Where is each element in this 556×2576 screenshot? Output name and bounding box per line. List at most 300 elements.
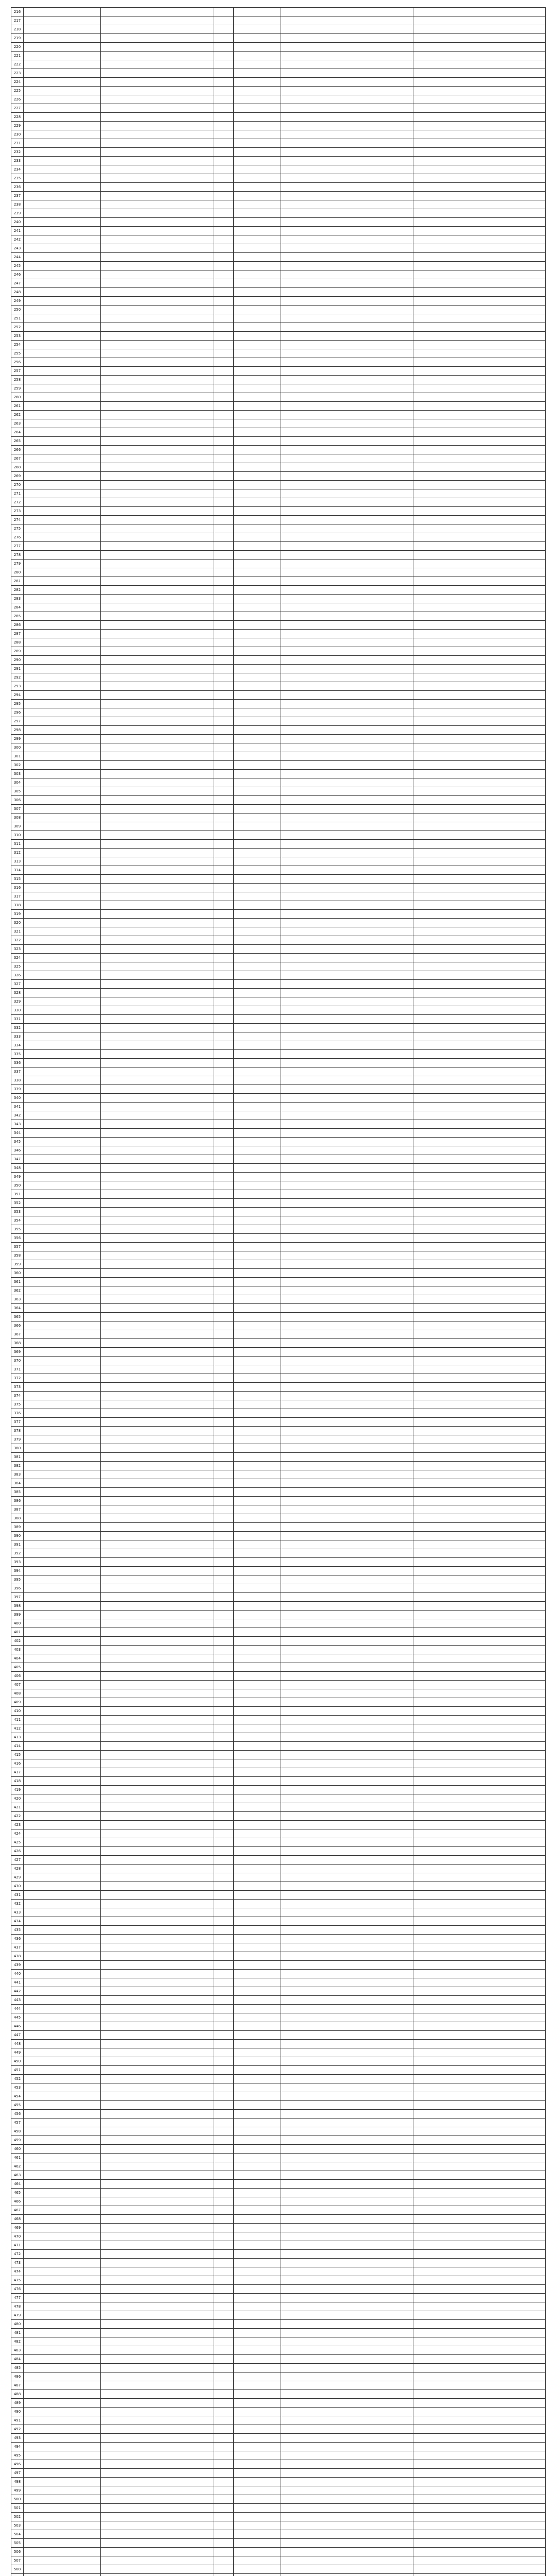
drug-name-cell bbox=[24, 16, 101, 25]
applicant-cell bbox=[413, 227, 546, 235]
package-unit-cell bbox=[214, 1085, 234, 1094]
table-row bbox=[11, 25, 546, 34]
package-unit-cell bbox=[214, 1829, 234, 1838]
drug-name-cell bbox=[24, 314, 101, 323]
manufacturer-cell bbox=[281, 1523, 413, 1532]
specification-cell bbox=[101, 1190, 214, 1199]
manufacturer-cell bbox=[281, 253, 413, 262]
table-row bbox=[11, 2539, 546, 2548]
manufacturer-cell bbox=[281, 1269, 413, 1278]
row-number-cell: 295 bbox=[11, 700, 24, 708]
drug-name-cell bbox=[24, 770, 101, 778]
manufacturer-cell bbox=[281, 1321, 413, 1330]
drug-category-cell bbox=[234, 2285, 281, 2294]
package-unit-cell bbox=[214, 1111, 234, 1120]
package-unit-cell bbox=[214, 1357, 234, 1365]
specification-cell bbox=[101, 1619, 214, 1628]
table-row bbox=[11, 2399, 546, 2408]
manufacturer-cell bbox=[281, 2206, 413, 2215]
table-row bbox=[11, 2136, 546, 2145]
applicant-cell bbox=[413, 884, 546, 892]
table-row bbox=[11, 489, 546, 498]
package-unit-cell bbox=[214, 463, 234, 472]
package-unit-cell bbox=[214, 1978, 234, 1987]
drug-category-cell bbox=[234, 2408, 281, 2416]
applicant-cell bbox=[413, 446, 546, 454]
row-number-cell: 236 bbox=[11, 183, 24, 192]
drug-category-cell bbox=[234, 2022, 281, 2031]
drug-name-cell bbox=[24, 341, 101, 349]
row-number-cell: 414 bbox=[11, 1742, 24, 1751]
applicant-cell bbox=[413, 1654, 546, 1663]
package-unit-cell bbox=[214, 2005, 234, 2013]
package-unit-cell bbox=[214, 997, 234, 1006]
drug-category-cell bbox=[234, 2381, 281, 2390]
table-row bbox=[11, 638, 546, 647]
package-unit-cell bbox=[214, 2294, 234, 2302]
manufacturer-cell bbox=[281, 2127, 413, 2136]
manufacturer-cell bbox=[281, 1479, 413, 1488]
applicant-cell bbox=[413, 95, 546, 104]
drug-category-cell bbox=[234, 332, 281, 341]
table-row bbox=[11, 568, 546, 577]
row-number-cell: 266 bbox=[11, 446, 24, 454]
applicant-cell bbox=[413, 1103, 546, 1111]
package-unit-cell bbox=[214, 1505, 234, 1514]
drug-category-cell bbox=[234, 481, 281, 489]
drug-category-cell bbox=[234, 2556, 281, 2565]
drug-name-cell bbox=[24, 34, 101, 43]
drug-category-cell bbox=[234, 1418, 281, 1427]
package-unit-cell bbox=[214, 1602, 234, 1611]
table-row bbox=[11, 174, 546, 183]
table-row bbox=[11, 1952, 546, 1961]
drug-category-cell bbox=[234, 2127, 281, 2136]
package-unit-cell bbox=[214, 34, 234, 43]
row-number-cell: 498 bbox=[11, 2478, 24, 2486]
package-unit-cell bbox=[214, 104, 234, 113]
specification-cell bbox=[101, 1199, 214, 1208]
drug-name-cell bbox=[24, 1479, 101, 1488]
drug-category-cell bbox=[234, 1567, 281, 1575]
table-row bbox=[11, 1453, 546, 1462]
package-unit-cell bbox=[214, 411, 234, 419]
table-row bbox=[11, 1996, 546, 2005]
specification-cell bbox=[101, 743, 214, 752]
row-number-cell: 450 bbox=[11, 2057, 24, 2066]
table-row bbox=[11, 603, 546, 612]
drug-name-cell bbox=[24, 2311, 101, 2320]
drug-name-cell bbox=[24, 1269, 101, 1278]
drug-category-cell bbox=[234, 1155, 281, 1164]
specification-cell bbox=[101, 901, 214, 910]
table-row bbox=[11, 1234, 546, 1243]
specification-cell bbox=[101, 2022, 214, 2031]
table-row bbox=[11, 1829, 546, 1838]
manufacturer-cell bbox=[281, 393, 413, 402]
package-unit-cell bbox=[214, 1313, 234, 1321]
drug-name-cell bbox=[24, 43, 101, 52]
drug-category-cell bbox=[234, 796, 281, 805]
package-unit-cell bbox=[214, 1015, 234, 1024]
manufacturer-cell bbox=[281, 306, 413, 314]
applicant-cell bbox=[413, 183, 546, 192]
drug-name-cell bbox=[24, 25, 101, 34]
applicant-cell bbox=[413, 1041, 546, 1050]
drug-name-cell bbox=[24, 638, 101, 647]
manufacturer-cell bbox=[281, 1505, 413, 1514]
specification-cell bbox=[101, 2215, 214, 2224]
package-unit-cell bbox=[214, 866, 234, 875]
row-number-cell: 327 bbox=[11, 980, 24, 989]
table-row bbox=[11, 1768, 546, 1777]
drug-name-cell bbox=[24, 2075, 101, 2083]
drug-category-cell bbox=[234, 595, 281, 603]
package-unit-cell bbox=[214, 2478, 234, 2486]
package-unit-cell bbox=[214, 1611, 234, 1619]
drug-name-cell bbox=[24, 1742, 101, 1751]
drug-category-cell bbox=[234, 1619, 281, 1628]
row-number-cell: 481 bbox=[11, 2329, 24, 2337]
applicant-cell bbox=[413, 1733, 546, 1742]
drug-name-cell bbox=[24, 306, 101, 314]
row-number-cell: 502 bbox=[11, 2513, 24, 2521]
package-unit-cell bbox=[214, 2355, 234, 2364]
table-row bbox=[11, 2443, 546, 2451]
row-number-cell: 238 bbox=[11, 200, 24, 209]
specification-cell bbox=[101, 1908, 214, 1917]
drug-category-cell bbox=[234, 892, 281, 901]
specification-cell bbox=[101, 262, 214, 270]
manufacturer-cell bbox=[281, 1348, 413, 1357]
package-unit-cell bbox=[214, 743, 234, 752]
manufacturer-cell bbox=[281, 1295, 413, 1304]
specification-cell bbox=[101, 209, 214, 218]
drug-name-cell bbox=[24, 568, 101, 577]
package-unit-cell bbox=[214, 1225, 234, 1234]
specification-cell bbox=[101, 2259, 214, 2267]
drug-name-cell bbox=[24, 411, 101, 419]
specification-cell bbox=[101, 1917, 214, 1926]
drug-name-cell bbox=[24, 2425, 101, 2434]
manufacturer-cell bbox=[281, 2285, 413, 2294]
drug-category-cell bbox=[234, 1067, 281, 1076]
drug-name-cell bbox=[24, 1829, 101, 1838]
row-number-cell: 263 bbox=[11, 419, 24, 428]
table-row bbox=[11, 2521, 546, 2530]
table-row bbox=[11, 1470, 546, 1479]
manufacturer-cell bbox=[281, 1751, 413, 1759]
applicant-cell bbox=[413, 691, 546, 700]
specification-cell bbox=[101, 647, 214, 656]
row-number-cell: 399 bbox=[11, 1611, 24, 1619]
drug-category-cell bbox=[234, 1041, 281, 1050]
applicant-cell bbox=[413, 2408, 546, 2416]
applicant-cell bbox=[413, 1558, 546, 1567]
drug-category-cell bbox=[234, 1987, 281, 1996]
drug-category-cell bbox=[234, 1427, 281, 1435]
drug-name-cell bbox=[24, 2083, 101, 2092]
applicant-cell bbox=[413, 1304, 546, 1313]
drug-category-cell bbox=[234, 1173, 281, 1181]
drug-name-cell bbox=[24, 446, 101, 454]
package-unit-cell bbox=[214, 1427, 234, 1435]
manufacturer-cell bbox=[281, 761, 413, 770]
specification-cell bbox=[101, 814, 214, 822]
drug-category-cell bbox=[234, 1654, 281, 1663]
drug-name-cell bbox=[24, 2539, 101, 2548]
table-row bbox=[11, 384, 546, 393]
drug-category-cell bbox=[234, 2346, 281, 2355]
manufacturer-cell bbox=[281, 560, 413, 568]
package-unit-cell bbox=[214, 621, 234, 630]
row-number-cell: 412 bbox=[11, 1724, 24, 1733]
manufacturer-cell bbox=[281, 446, 413, 454]
manufacturer-cell bbox=[281, 1164, 413, 1173]
drug-name-cell bbox=[24, 2092, 101, 2101]
package-unit-cell bbox=[214, 1786, 234, 1794]
table-row bbox=[11, 2110, 546, 2119]
drug-name-cell bbox=[24, 2521, 101, 2530]
manufacturer-cell bbox=[281, 1803, 413, 1812]
table-row bbox=[11, 437, 546, 446]
table-row bbox=[11, 1602, 546, 1611]
package-unit-cell bbox=[214, 1269, 234, 1278]
applicant-cell bbox=[413, 2092, 546, 2101]
drug-category-cell bbox=[234, 2521, 281, 2530]
drug-name-cell bbox=[24, 244, 101, 253]
manufacturer-cell bbox=[281, 1873, 413, 1882]
table-row bbox=[11, 2320, 546, 2329]
manufacturer-cell bbox=[281, 2162, 413, 2171]
drug-name-cell bbox=[24, 2294, 101, 2302]
applicant-cell bbox=[413, 8, 546, 16]
drug-category-cell bbox=[234, 1050, 281, 1059]
package-unit-cell bbox=[214, 656, 234, 665]
table-row bbox=[11, 358, 546, 367]
package-unit-cell bbox=[214, 1260, 234, 1269]
row-number-cell: 329 bbox=[11, 997, 24, 1006]
applicant-cell bbox=[413, 568, 546, 577]
manufacturer-cell bbox=[281, 1129, 413, 1138]
drug-name-cell bbox=[24, 1532, 101, 1540]
specification-cell bbox=[101, 1821, 214, 1829]
row-number-cell: 420 bbox=[11, 1794, 24, 1803]
drug-name-cell bbox=[24, 262, 101, 270]
drug-name-cell bbox=[24, 2478, 101, 2486]
drug-category-cell bbox=[234, 2443, 281, 2451]
row-number-cell: 458 bbox=[11, 2127, 24, 2136]
drug-name-cell bbox=[24, 989, 101, 997]
drug-category-cell bbox=[234, 1672, 281, 1681]
applicant-cell bbox=[413, 612, 546, 621]
drug-category-cell bbox=[234, 735, 281, 743]
specification-cell bbox=[101, 270, 214, 279]
package-unit-cell bbox=[214, 1094, 234, 1103]
specification-cell bbox=[101, 1295, 214, 1304]
specification-cell bbox=[101, 2276, 214, 2285]
applicant-cell bbox=[413, 43, 546, 52]
table-row bbox=[11, 332, 546, 341]
specification-cell bbox=[101, 8, 214, 16]
drug-category-cell bbox=[234, 446, 281, 454]
package-unit-cell bbox=[214, 1532, 234, 1540]
table-row bbox=[11, 1812, 546, 1821]
row-number-cell: 447 bbox=[11, 2031, 24, 2040]
row-number-cell: 434 bbox=[11, 1917, 24, 1926]
specification-cell bbox=[101, 1829, 214, 1838]
row-number-cell: 222 bbox=[11, 60, 24, 69]
drug-name-cell bbox=[24, 1637, 101, 1646]
package-unit-cell bbox=[214, 849, 234, 857]
applicant-cell bbox=[413, 840, 546, 849]
drug-category-cell bbox=[234, 139, 281, 148]
specification-cell bbox=[101, 673, 214, 682]
applicant-cell bbox=[413, 1470, 546, 1479]
manufacturer-cell bbox=[281, 2504, 413, 2513]
row-number-cell: 254 bbox=[11, 341, 24, 349]
drug-category-cell bbox=[234, 1129, 281, 1138]
row-number-cell: 307 bbox=[11, 805, 24, 814]
specification-cell bbox=[101, 174, 214, 183]
table-row bbox=[11, 1523, 546, 1532]
package-unit-cell bbox=[214, 2443, 234, 2451]
row-number-cell: 387 bbox=[11, 1505, 24, 1514]
manufacturer-cell bbox=[281, 1234, 413, 1243]
manufacturer-cell bbox=[281, 139, 413, 148]
manufacturer-cell bbox=[281, 2381, 413, 2390]
manufacturer-cell bbox=[281, 2232, 413, 2241]
specification-cell bbox=[101, 945, 214, 954]
applicant-cell bbox=[413, 2390, 546, 2399]
table-row bbox=[11, 831, 546, 840]
table-row bbox=[11, 367, 546, 376]
package-unit-cell bbox=[214, 183, 234, 192]
table-row bbox=[11, 1103, 546, 1111]
drug-category-cell bbox=[234, 691, 281, 700]
applicant-cell bbox=[413, 1707, 546, 1716]
drug-name-cell bbox=[24, 524, 101, 533]
package-unit-cell bbox=[214, 1383, 234, 1392]
package-unit-cell bbox=[214, 244, 234, 253]
applicant-cell bbox=[413, 148, 546, 157]
manufacturer-cell bbox=[281, 2311, 413, 2320]
package-unit-cell bbox=[214, 2022, 234, 2031]
applicant-cell bbox=[413, 2224, 546, 2232]
drug-name-cell bbox=[24, 1646, 101, 1654]
specification-cell bbox=[101, 1952, 214, 1961]
applicant-cell bbox=[413, 1462, 546, 1470]
drug-category-cell bbox=[234, 2486, 281, 2495]
specification-cell bbox=[101, 1357, 214, 1365]
drug-name-cell bbox=[24, 1234, 101, 1243]
drug-name-cell bbox=[24, 1146, 101, 1155]
manufacturer-cell bbox=[281, 1138, 413, 1146]
row-number-cell: 444 bbox=[11, 2005, 24, 2013]
specification-cell bbox=[101, 1654, 214, 1663]
specification-cell bbox=[101, 481, 214, 489]
specification-cell bbox=[101, 2302, 214, 2311]
manufacturer-cell bbox=[281, 1067, 413, 1076]
drug-name-cell bbox=[24, 1523, 101, 1532]
drug-name-cell bbox=[24, 1190, 101, 1199]
drug-category-cell bbox=[234, 1847, 281, 1856]
package-unit-cell bbox=[214, 2408, 234, 2416]
manufacturer-cell bbox=[281, 52, 413, 60]
table-row bbox=[11, 726, 546, 735]
drug-category-cell bbox=[234, 1698, 281, 1707]
specification-cell bbox=[101, 2425, 214, 2434]
row-number-cell: 372 bbox=[11, 1374, 24, 1383]
specification-cell bbox=[101, 1278, 214, 1286]
applicant-cell bbox=[413, 306, 546, 314]
applicant-cell bbox=[413, 989, 546, 997]
row-number-cell: 471 bbox=[11, 2241, 24, 2250]
applicant-cell bbox=[413, 1637, 546, 1646]
table-row bbox=[11, 1365, 546, 1374]
drug-name-cell bbox=[24, 1278, 101, 1286]
applicant-cell bbox=[413, 831, 546, 840]
applicant-cell bbox=[413, 1742, 546, 1751]
row-number-cell: 455 bbox=[11, 2101, 24, 2110]
manufacturer-cell bbox=[281, 288, 413, 297]
row-number-cell: 337 bbox=[11, 1067, 24, 1076]
drug-category-cell bbox=[234, 306, 281, 314]
drug-category-cell bbox=[234, 700, 281, 708]
specification-cell bbox=[101, 1427, 214, 1435]
package-unit-cell bbox=[214, 910, 234, 919]
applicant-cell bbox=[413, 2337, 546, 2346]
manufacturer-cell bbox=[281, 2399, 413, 2408]
row-number-cell: 466 bbox=[11, 2197, 24, 2206]
drug-category-cell bbox=[234, 2460, 281, 2469]
specification-cell bbox=[101, 603, 214, 612]
row-number-cell: 374 bbox=[11, 1392, 24, 1400]
applicant-cell bbox=[413, 1146, 546, 1155]
manufacturer-cell bbox=[281, 2346, 413, 2355]
package-unit-cell bbox=[214, 218, 234, 227]
manufacturer-cell bbox=[281, 2408, 413, 2416]
drug-category-cell bbox=[234, 2048, 281, 2057]
drug-name-cell bbox=[24, 1584, 101, 1593]
table-row bbox=[11, 2408, 546, 2416]
applicant-cell bbox=[413, 2311, 546, 2320]
table-row bbox=[11, 1681, 546, 1689]
row-number-cell: 231 bbox=[11, 139, 24, 148]
table-row bbox=[11, 901, 546, 910]
drug-category-cell bbox=[234, 419, 281, 428]
row-number-cell: 441 bbox=[11, 1978, 24, 1987]
manufacturer-cell bbox=[281, 884, 413, 892]
specification-cell bbox=[101, 428, 214, 437]
drug-name-cell bbox=[24, 962, 101, 971]
table-row bbox=[11, 2259, 546, 2267]
row-number-cell: 386 bbox=[11, 1497, 24, 1505]
package-unit-cell bbox=[214, 419, 234, 428]
row-number-cell: 276 bbox=[11, 533, 24, 542]
specification-cell bbox=[101, 1339, 214, 1348]
drug-name-cell bbox=[24, 560, 101, 568]
package-unit-cell bbox=[214, 700, 234, 708]
specification-cell bbox=[101, 463, 214, 472]
table-row bbox=[11, 1742, 546, 1751]
applicant-cell bbox=[413, 1917, 546, 1926]
package-unit-cell bbox=[214, 2267, 234, 2276]
table-row bbox=[11, 43, 546, 52]
drug-name-cell bbox=[24, 481, 101, 489]
drug-category-cell bbox=[234, 1873, 281, 1882]
row-number-cell: 274 bbox=[11, 516, 24, 524]
